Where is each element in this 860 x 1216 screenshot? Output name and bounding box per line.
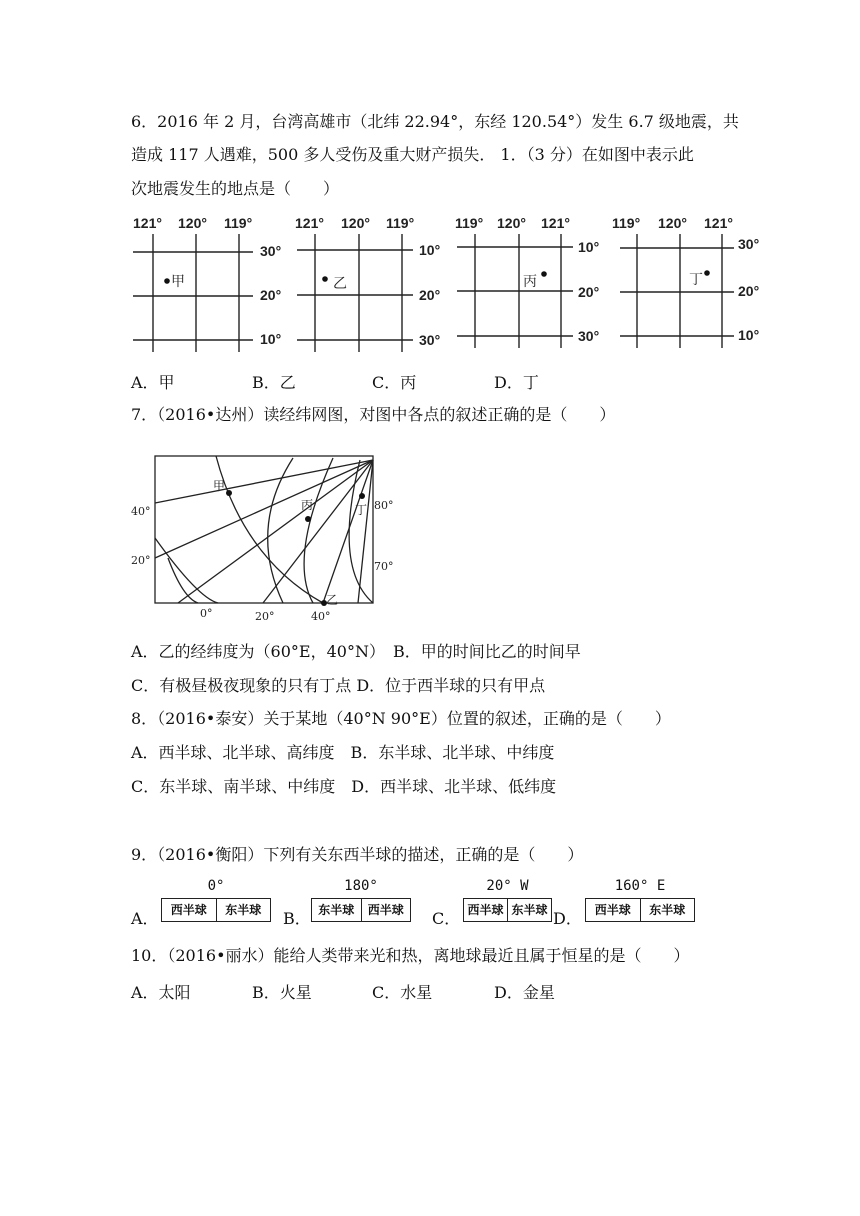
q7-stem: 7．（2016•达州）读经纬网图，对图中各点的叙述正确的是（ ） <box>131 405 616 424</box>
q9-option-c-letter[interactable]: C． <box>432 909 461 928</box>
q6-fig4-top-label: 120° <box>658 215 687 231</box>
q6-grid-figure-4 <box>612 212 772 358</box>
q6-fig1-top-label: 119° <box>224 215 253 231</box>
q6-grid-figure-1 <box>128 212 293 358</box>
q6-fig4-point-label: 丁 <box>689 272 703 288</box>
q6-line-3: 次地震发生的地点是（ ） <box>131 179 340 198</box>
q6-option-d[interactable]: D．丁 <box>494 373 539 392</box>
q10-stem: 10．（2016•丽水）能给人类带来光和热，离地球最近且属于恒星的是（ ） <box>131 946 690 965</box>
q9-option-c-figure[interactable] <box>463 878 552 924</box>
q6-fig1-point-label: 甲 <box>171 274 185 290</box>
q7-option-line-2[interactable]: C．有极昼极夜现象的只有丁点 D．位于西半球的只有甲点 <box>131 676 546 695</box>
q6-fig3-top-label: 121° <box>541 215 570 231</box>
q6-fig4-right-label: 10° <box>738 327 760 343</box>
q9-option-d-letter[interactable]: D． <box>553 909 582 928</box>
q6-fig3-right-label: 10° <box>578 239 600 255</box>
q6-fig2-top-label: 120° <box>341 215 370 231</box>
q6-fig2-right-label: 10° <box>419 242 441 258</box>
q6-fig1-point <box>164 278 170 284</box>
q7-option-line-1[interactable]: A．乙的经纬度为（60°E，40°N） B．甲的时间比乙的时间早 <box>131 642 581 661</box>
q6-fig2-point <box>322 276 328 282</box>
q7-bottom-label: 20° <box>255 610 275 623</box>
q7-right-label: 70° <box>374 560 394 573</box>
q6-fig1-right-label: 30° <box>260 243 282 259</box>
q9-option-b-figure[interactable] <box>311 878 411 924</box>
q9-option-a-meridian: 0° <box>207 878 225 894</box>
q6-fig4-top-label: 119° <box>612 215 641 231</box>
q6-fig3-point <box>541 271 547 277</box>
q6-fig2-top-label: 119° <box>386 215 415 231</box>
q9-option-a-figure[interactable] <box>161 878 271 924</box>
q6-fig1-right-label: 10° <box>260 331 282 347</box>
q6-fig3-point-label: 丙 <box>523 274 537 290</box>
q6-fig2-right-label: 20° <box>419 287 441 303</box>
hemisphere-cell: 东半球 <box>507 899 551 921</box>
q6-grid-figure-2 <box>293 212 458 358</box>
q8-option-line-2[interactable]: C．东半球、南半球、中纬度 D．西半球、北半球、低纬度 <box>131 777 557 796</box>
q7-left-label: 40° <box>131 505 151 518</box>
q6-fig4-right-label: 20° <box>738 283 760 299</box>
q6-fig1-top-label: 121° <box>133 215 162 231</box>
q6-line-2: 造成 117 人遇难，500 多人受伤及重大财产损失． 1．（3 分）在如图中表示此 <box>131 145 694 164</box>
q7-point-jia <box>226 490 232 496</box>
q9-option-d-meridian: 160° E <box>614 878 666 894</box>
q6-fig3-right-label: 30° <box>578 328 600 344</box>
q8-stem: 8．（2016•泰安）关于某地（40°N 90°E）位置的叙述，正确的是（ ） <box>131 709 671 728</box>
q6-option-b[interactable]: B．乙 <box>252 373 296 392</box>
hemisphere-cell: 西半球 <box>361 899 411 921</box>
q9-option-b-letter[interactable]: B． <box>283 909 311 928</box>
q7-point-bing <box>305 516 311 522</box>
q10-option-d[interactable]: D．金星 <box>494 983 555 1002</box>
q6-option-c[interactable]: C．丙 <box>372 373 417 392</box>
q7-point-label: 甲 <box>213 479 226 493</box>
q7-bottom-label: 0° <box>200 607 213 620</box>
q7-bottom-label: 40° <box>311 610 331 623</box>
q7-right-label: 80° <box>374 499 394 512</box>
q6-fig1-right-label: 20° <box>260 287 282 303</box>
q9-option-c-meridian: 20° W <box>486 878 529 894</box>
q9-option-a-letter[interactable]: A． <box>131 909 159 928</box>
q6-fig4-top-label: 121° <box>704 215 733 231</box>
hemisphere-cell: 东半球 <box>318 903 355 917</box>
q6-fig1-top-label: 120° <box>178 215 207 231</box>
q6-grid-figure-3 <box>455 212 615 358</box>
q7-left-label: 20° <box>131 554 151 567</box>
hemisphere-cell: 西半球 <box>170 903 207 917</box>
hemisphere-cell: 东半球 <box>216 899 271 921</box>
q7-point-label: 乙 <box>326 593 339 607</box>
hemisphere-cell: 西半球 <box>467 903 504 917</box>
q6-fig2-point-label: 乙 <box>333 276 347 292</box>
hemisphere-cell: 东半球 <box>640 899 695 921</box>
q9-option-b-meridian: 180° <box>344 878 378 894</box>
q9-stem: 9．（2016•衡阳）下列有关东西半球的描述，正确的是（ ） <box>131 845 584 864</box>
q6-fig2-top-label: 121° <box>295 215 324 231</box>
q10-option-c[interactable]: C．水星 <box>372 983 433 1002</box>
q6-fig4-right-label: 30° <box>738 236 760 252</box>
q10-option-a[interactable]: A．太阳 <box>131 983 191 1002</box>
q10-option-b[interactable]: B．火星 <box>252 983 312 1002</box>
q6-fig3-right-label: 20° <box>578 284 600 300</box>
q6-fig2-right-label: 30° <box>419 332 441 348</box>
q6-option-a[interactable]: A．甲 <box>131 373 175 392</box>
q7-point-label: 丙 <box>301 498 314 512</box>
q9-option-d-figure[interactable] <box>585 878 695 924</box>
q6-line-1: 6．2016 年 2 月，台湾高雄市（北纬 22.94°，东经 120.54°）发生 6.7 级地震，共 <box>131 112 739 131</box>
q7-point-ding <box>359 493 365 499</box>
q6-fig3-top-label: 119° <box>455 215 484 231</box>
q8-option-line-1[interactable]: A．西半球、北半球、高纬度 B．东半球、北半球、中纬度 <box>131 743 555 762</box>
q6-fig4-point <box>704 270 710 276</box>
hemisphere-cell: 西半球 <box>594 903 631 917</box>
q6-fig3-top-label: 120° <box>497 215 526 231</box>
q7-point-label: 丁 <box>355 503 368 517</box>
q7-graticule-figure <box>128 448 394 628</box>
